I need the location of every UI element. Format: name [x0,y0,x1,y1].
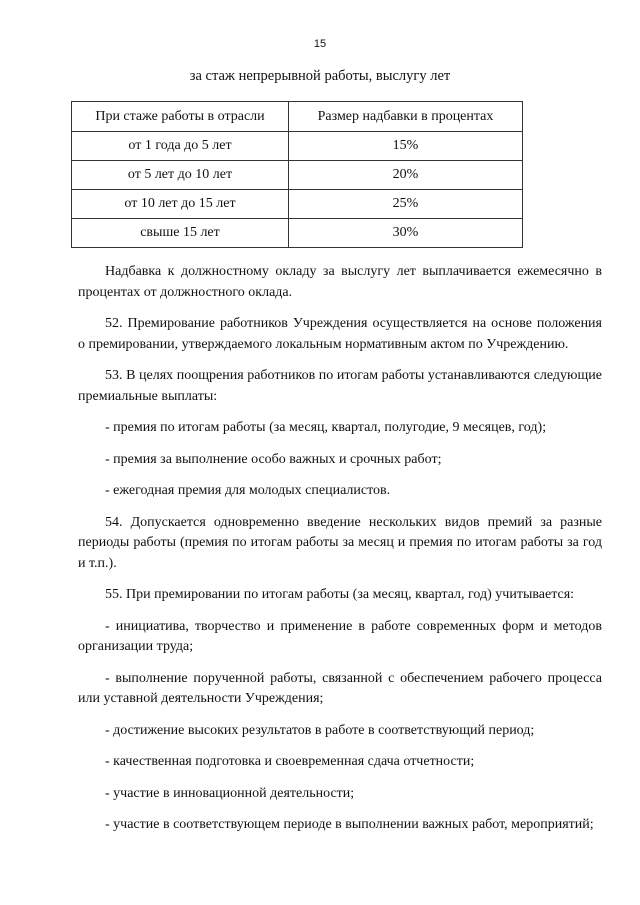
list-item-criterion: - инициатива, творчество и применение в работе современных форм и методов организации труда; [78,618,602,654]
paragraph-53: 53. В целях поощрения работников по итогам работы устанавливаются следующие премиальные выплаты: [78,368,602,404]
table-row [72,132,523,161]
paragraph-54: 54. Допускается одновременно введение нескольких видов премий за разные периоды работы (премия по итогам работы за месяц и премия по итогам работы за год и т.п.). [78,514,602,571]
table-caption: за стаж непрерывной работы, выслугу лет [189,68,451,84]
list-item-criterion: - достижение высоких результатов в работе в соответствующий период; [105,722,535,738]
list-item-criterion: - участие в инновационной деятельности; [105,785,355,801]
list-item-criterion: - участие в соответствующем периоде в выполнении важных работ, мероприятий; [105,817,594,832]
percent-cell: 30% [289,219,523,248]
list-item-criterion: - выполнение порученной работы, связанной с обеспечением рабочего процесса или уставной деятельности Учреждения; [78,670,602,706]
paragraph-52: 52. Премирование работников Учреждения осуществляется на основе положения о премировании, утверждаемого локальным нормативным актом по Учреждению. [78,316,602,352]
table-row [72,161,523,190]
experience-cell: от 1 года до 5 лет [72,132,289,161]
percent-cell: 20% [289,161,523,190]
header-allowance-percent: Размер надбавки в процентах [289,102,523,132]
list-item-criterion: - качественная подготовка и своевременная сдача отчетности; [105,754,475,769]
header-experience: При стаже работы в отрасли [72,102,289,132]
table-header-row [72,102,523,132]
paragraph-allowance-note: Надбавка к должностному окладу за выслугу лет выплачивается ежемесячно в процентах от должностного оклада. [78,264,602,300]
experience-cell: от 5 лет до 10 лет [72,161,289,190]
experience-cell: свыше 15 лет [72,219,289,248]
list-item-bonus: - премия по итогам работы (за месяц, квартал, полугодие, 9 месяцев, год); [105,420,547,435]
body-text [78,262,602,847]
experience-cell: от 10 лет до 15 лет [72,190,289,219]
list-item-bonus: - премия за выполнение особо важных и срочных работ; [105,451,442,467]
table-row [72,190,523,219]
table-row [72,219,523,248]
page-number: 15 [313,38,327,50]
list-item-bonus: - ежегодная премия для молодых специалистов. [105,483,391,498]
percent-cell: 25% [289,190,523,219]
allowance-table [71,101,523,248]
paragraph-55: 55. При премировании по итогам работы (за месяц, квартал, год) учитывается: [105,587,575,602]
percent-cell: 15% [289,132,523,161]
